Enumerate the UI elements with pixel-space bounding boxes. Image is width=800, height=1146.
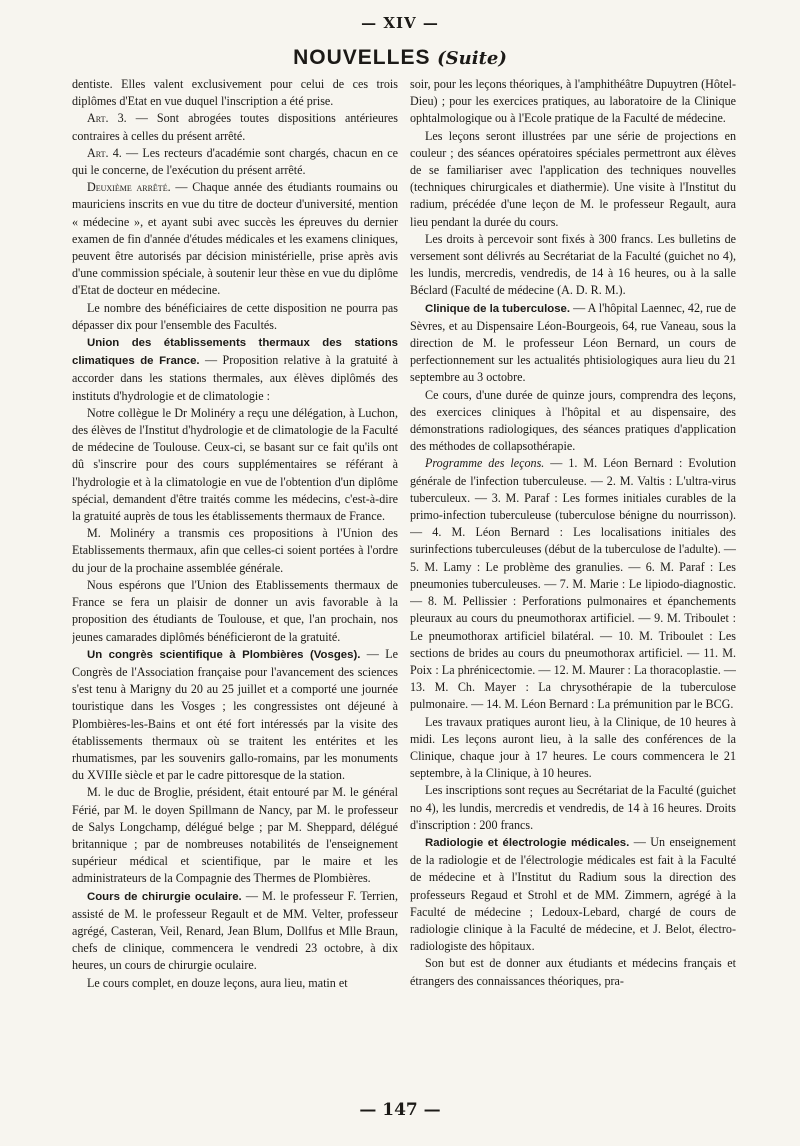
news-item [72, 334, 398, 405]
paragraph-text: — Sont abrogées toutes dispositions antérieures contraires à celles du présent arrêté. [72, 111, 398, 143]
paragraph: Les leçons seront illustrées par une série de projections en couleur ; des séances opératoires spéciales permettront aux élèves de se familiariser avec l'application des techniques nouvelles (techniques chirurgicales et diathermie). Une visite à l'Institut du radium, précédée d'une leçon de M. le professeur Regault, aura lieu pendant la durée du cours. [410, 128, 736, 229]
section-title [0, 44, 800, 72]
section-title-suffix: (Suite) [437, 48, 507, 69]
paragraph: Ce cours, d'une durée de quinze jours, comprendra des leçons, des exercices cliniques à l'hôpital et au dispensaire, des démonstrations radiologiques, des séances pratiques d'application des méthodes de collapsothérapie. [410, 387, 736, 454]
paragraph: Les droits à percevoir sont fixés à 300 francs. Les bulletins de versement sont délivrés au Secrétariat de la Faculté (guichet no 4), les lundis, mercredis, vendredis, de 14 à 16 heures, ou à la salle Béclard (Faculté de médecine (A. D. R. M.). [410, 231, 736, 298]
article-label: Deuxième arrêté. [87, 180, 171, 195]
paragraph [72, 110, 398, 144]
news-item-heading: Union des établissements thermaux des stations climatiques de France. [72, 337, 398, 368]
lesson-program [410, 455, 736, 713]
paragraph-text: — Un enseignement de la radiologie et de l'électrologie médicales est fait à la Faculté de médecine et à l'Institut du Radium sous la direction des professeurs Regaud et Strohl et de MM. Zimmern, agrégé à la Faculté de médecine ; Ledoux-Lebard, chargé de cours de radiologie clinique à la Faculté de médecine, et J. Belot, électro-radiologiste des hôpitaux. [410, 834, 736, 954]
paragraph: dentiste. Elles valent exclusivement pour celui de ces trois diplômes d'Etat en vue duquel l'inscription a été prise. [72, 77, 398, 109]
news-item-heading: Cours de chirurgie oculaire. [87, 890, 242, 903]
article-label: Art. 4. [87, 145, 122, 160]
paragraph: Le cours complet, en douze leçons, aura lieu, matin et [87, 975, 348, 990]
news-item [410, 834, 736, 955]
paragraph: Les inscriptions sont reçues au Secrétariat de la Faculté (guichet no 4), les lundis, mercredis et vendredis, de 14 à 16 heures. Droits d'inscription : 200 francs. [410, 783, 736, 832]
news-item [72, 646, 398, 785]
paragraph: Les travaux pratiques auront lieu, à la Clinique, de 10 heures à midi. Les leçons auront lieu, à la salle des conférences de la Clinique, chaque jour à 17 heures. Le cours commencera le 21 septembre, à la Clinique, à 10 heures. [410, 714, 736, 781]
paragraph [72, 145, 398, 179]
paragraph [72, 179, 398, 299]
paragraph: soir, pour les leçons théoriques, à l'amphithéâtre Dupuytren (Hôtel-Dieu) ; pour les exercices pratiques, au laboratoire de la Clinique ophtalmologique ou à l'Ecole pratique de la Faculté de médecine. [410, 77, 736, 126]
news-item-heading: Clinique de la tuberculose. [425, 302, 571, 315]
roman-page-header: — XIV — [361, 14, 439, 32]
news-item [410, 300, 736, 387]
left-column [72, 76, 398, 1086]
paragraph: Son but est de donner aux étudiants et médecins français et étrangers des connaissances théoriques, pra- [410, 956, 736, 988]
news-item [72, 888, 398, 975]
paragraph-text: — A l'hôpital Laennec, 42, rue de Sèvres, et au Dispensaire Léon-Bourgeois, 64, rue Vaneau, sous la direction de M. le professeur Léon Bernard, un cours de perfectionnement sur les actualités phtisiologiques aura lieu du 21 septembre au 3 octobre. [410, 300, 736, 385]
paragraph-text: — M. le professeur F. Terrien, assisté de M. le professeur Regault et de MM. Velter, professeur agrégé, Casteran, Veil, Renard, Jean Blum, Dollfus et Mlle Braun, chefs de clinique, commencera le vendredi 23 octobre, à dix heures, un cours de chirurgie oculaire. [72, 888, 398, 973]
news-item-heading: Radiologie et électrologie médicales. [425, 836, 630, 849]
page-number: — 147 — [359, 1100, 441, 1120]
paragraph: Notre collègue le Dr Molinéry a reçu une délégation, à Luchon, des élèves de l'Institut d'hydrologie et de climatologie de la Faculté de médecine de Toulouse. Ceux-ci, se basant sur ce fait qu'ils ont dû s'inscrire pour des cours supplémentaires se référant à l'hydrologie et à la climatologie en vue de l'obtention d'un diplôme spécial, demandent d'être traités comme les médecins, c'est-à-dire la gratuité auprès de tous les établissements thermaux de France. [72, 405, 398, 524]
paragraph-text: — Proposition relative à la gratuité à accorder dans les stations thermales, aux élèves diplômés des instituts d'hydrologie et de climatologie : [72, 353, 398, 403]
paragraph: Le nombre des bénéficiaires de cette disposition ne pourra pas dépasser dix pour l'ensemble des Facultés. [72, 300, 398, 332]
article-label: Art. 3. [87, 111, 127, 126]
paragraph: Nous espérons que l'Union des Etablissements thermaux de France se fera un plaisir de donner un avis favorable à la proposition des étudiants de Toulouse, et que, l'an prochain, nos jeunes camarades diplômés bénéficieront de la gratuité. [72, 577, 398, 644]
section-title-main: NOUVELLES [293, 46, 431, 69]
paragraph-text: — Chaque année des étudiants roumains ou mauriciens inscrits en vue du titre de docteur d'université, mention « médecine », et ayant subi avec succès les épreuves du dernier examen de fin d'année d'études médicales et les examens cliniques, peuvent être autorisés par décision ministérielle, prise après avis d'une commission spéciale, à soutenir leur thèse en vue du diplôme d'Etat de docteur en médecine. [72, 180, 398, 298]
news-item-heading: Un congrès scientifique à Plombières (Vosges). [87, 648, 361, 661]
paragraph: M. Molinéry a transmis ces propositions à l'Union des Etablissements thermaux, afin que celles-ci soient portées à l'ordre du jour de la prochaine assemblée générale. [72, 526, 398, 575]
paragraph-text: — Les recteurs d'académie sont chargés, chacun en ce qui le concerne, de l'exécution du présent arrêté. [72, 145, 398, 178]
paragraph-text: — 1. M. Léon Bernard : Evolution générale de l'infection tuberculeuse. — 2. M. Valtis : L'ultra-virus tuberculeux. — 3. M. Paraf : Les formes initiales curables de la primo-infection tuberculeuse (tuberculose bénigne du nourrisson). — 4. M. Léon Bernard : Les localisations initiales des surinfections tuberculeuses (début de la tuberculose de l'adulte). — 5. M. Lamy : Le problème des granulies. — 6. M. Paraf : Les pneumonies tuberculeuses. — 7. M. Marie : Le lipiodo-diagnostic. — 8. M. Pellissier : Perforations pulmonaires et épanchements pleuraux au cours du pneumothorax artificiel. — 9. M. Triboulet : Le pneumothorax artificiel bilatéral. — 10. M. Triboulet : Les sections de brides au cours du pneumothorax artificiel. — 11. M. Poix : La phrénicectomie. — 12. M. Maurer : La thoracoplastie. — 13. M. Ch. Mayer : La chrysothérapie de la tuberculose pulmonaire. — 14. M. Léon Bernard : La prémunition par le BCG. [410, 456, 736, 712]
paragraph: M. le duc de Broglie, président, était entouré par M. le général Férié, par M. le doyen Spillmann de Nancy, par M. le professeur de Salys Longchamp, délégué belge ; par M. Sheppard, délégué britannique ; par de nombreuses notabilités de l'enseignement supérieur médical et scientifique, par le maire et les administrateurs de la Compagnie des Thermes de Plombières. [72, 785, 398, 886]
right-column [410, 76, 736, 1086]
paragraph-text: — Le Congrès de l'Association française pour l'avancement des sciences s'est tenu à Marigny du 20 au 25 juillet et a comporté une journée touristique dans les Vosges ; les congressistes ont déjeuné à Plombières-les-Bains et ont été fort intéressés par la visite des établissements thermaux où se traitent les entérites et les rhumatismes, par les souvenirs gallo-romains, par les monuments du XVIIIe siècle et par le cadre pittoresque de la station. [72, 646, 398, 783]
program-label: Programme des leçons. [425, 456, 545, 471]
